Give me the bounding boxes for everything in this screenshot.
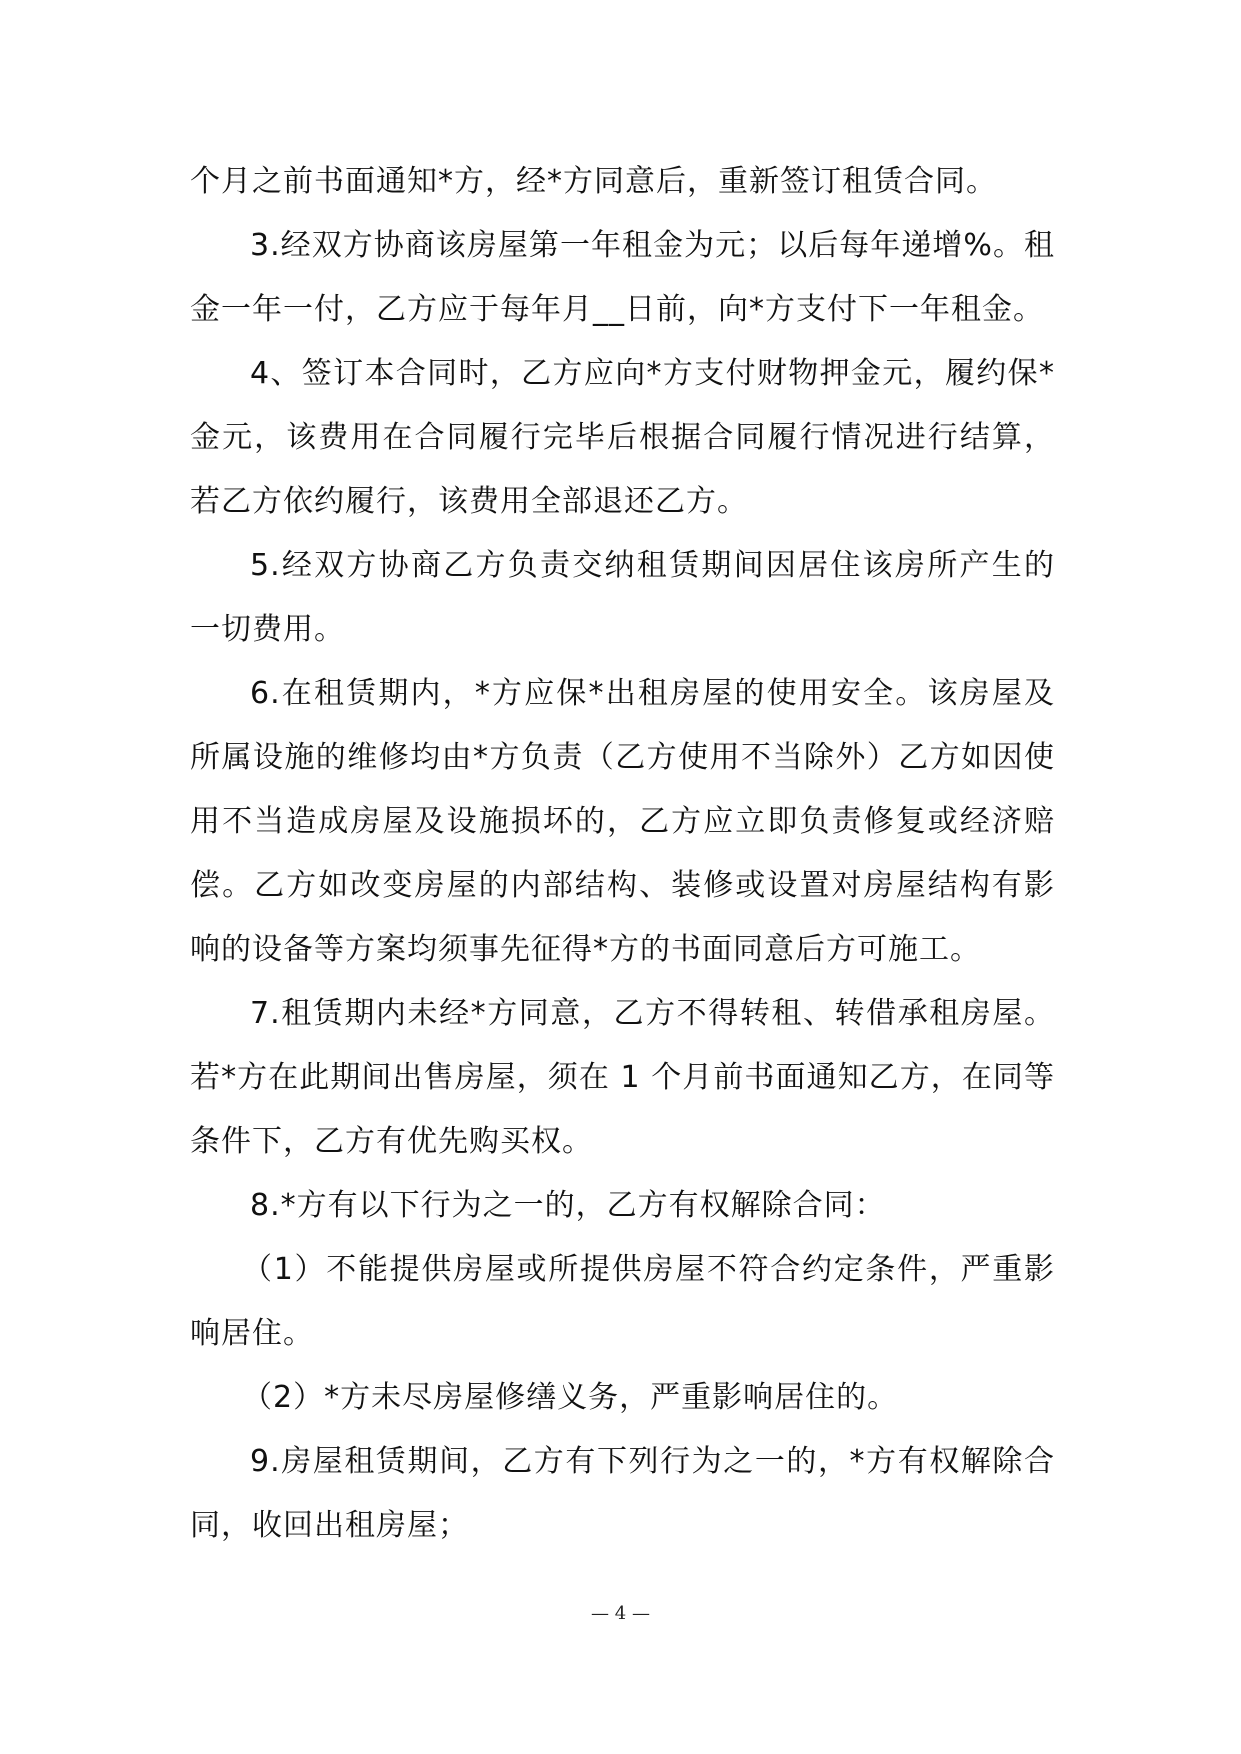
document-body	[190, 150, 1055, 1558]
paragraph-clause-8-item-2: （2）*方未尽房屋修缮义务，严重影响居住的。	[242, 1380, 899, 1415]
paragraph-clause-9: 9.房屋租赁期间，乙方有下列行为之一的，*方有权解除合同，收回出租房屋；	[190, 1444, 1055, 1543]
paragraph-clause-8-item-1: （1）不能提供房屋或所提供房屋不符合约定条件，严重影响居住。	[190, 1252, 1055, 1351]
paragraph-clause-7: 7.租赁期内未经*方同意，乙方不得转租、转借承租房屋。若*方在此期间出售房屋，须在 1 个月前书面通知乙方，在同等条件下，乙方有优先购买权。	[190, 996, 1055, 1159]
paragraph-clause-5: 5.经双方协商乙方负责交纳租赁期间因居住该房所产生的一切费用。	[190, 548, 1055, 647]
paragraph-continuation: 个月之前书面通知*方，经*方同意后，重新签订租赁合同。	[190, 164, 997, 199]
paragraph-clause-4: 4、签订本合同时，乙方应向*方支付财物押金元，履约保*金元，该费用在合同履行完毕后根据合同履行情况进行结算，若乙方依约履行，该费用全部退还乙方。	[190, 356, 1055, 519]
page-number: — 4 —	[591, 1603, 650, 1624]
paragraph-clause-3: 3.经双方协商该房屋第一年租金为元；以后每年递增%。租金一年一付，乙方应于每年月__日前，向*方支付下一年租金。	[190, 228, 1055, 327]
paragraph-clause-8: 8.*方有以下行为之一的，乙方有权解除合同：	[250, 1188, 886, 1223]
paragraph-clause-6: 6.在租赁期内，*方应保*出租房屋的使用安全。该房屋及所属设施的维修均由*方负责（乙方使用不当除外）乙方如因使用不当造成房屋及设施损坏的，乙方应立即负责修复或经济赔偿。乙方如改变房屋的内部结构、装修或设置对房屋结构有影响的设备等方案均须事先征得*方的书面同意后方可施工。	[190, 676, 1055, 967]
